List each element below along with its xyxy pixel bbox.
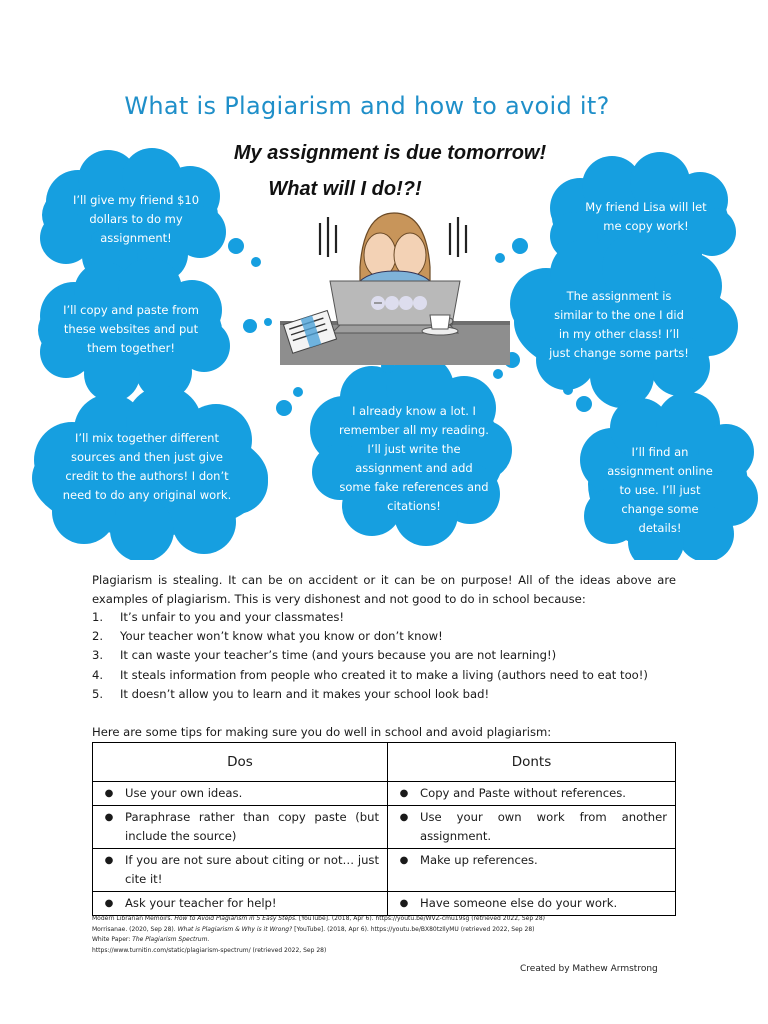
list-item: 3. It can waste your teacher’s time (and yours because you are not learning!)	[92, 648, 557, 663]
intro-paragraph: Plagiarism is stealing. It can be on accident or it can be on purpose! All of the ideas above are examples of plagiarism. This is very dishonest and not good to do in school because:	[92, 573, 676, 606]
reference-3: White Paper: The Plagiarism Spectrum.	[92, 936, 210, 943]
bullet-icon: ●	[399, 812, 409, 823]
list-item: 4. It steals information from people who created it to make a living (authors need to eat too!)	[92, 667, 648, 682]
list-item: 1. It’s unfair to you and your classmates!	[92, 610, 345, 624]
camera-icon	[413, 296, 427, 310]
bullet-icon: ●	[399, 788, 409, 799]
table-row: ● Ask your teacher for help! ● Have someone else do your work.	[93, 892, 676, 916]
bullet-icon: ●	[399, 855, 409, 866]
reference-2: Morrisanae. (2020, Sep 28). What is Plagiarism & Why is it Wrong? [YouTube]. (2018, Apr 6). https://youtu.be/BX80tzIlyMU (retrieved 2022, Sep 28)	[92, 925, 535, 933]
bullet-icon: ●	[399, 898, 409, 909]
bullet-icon: ●	[104, 855, 114, 866]
bubble-text-3: I’ll mix together different sources and then just give credit to the authors! I don’t need to do any original work.	[62, 431, 232, 502]
table-row: ● If you are not sure about citing or not… just cite it! ● Make up references.	[93, 849, 676, 892]
reference-1: Modern Librarian Memoirs. How to Avoid Plagiarism in 5 Easy Steps. [YouTube]. (2018, Apr 6). https://youtu.be/WVZ-cmu19sg (retrieved 2022, Sep 28)	[92, 915, 546, 922]
reference-4: https://www.turnitin.com/static/plagiarism-spectrum/ (retrieved 2022, Sep 28)	[92, 946, 327, 954]
bubble-text-2: I’ll copy and paste from these websites and put them together!	[63, 303, 199, 355]
subtitle-what-will-i-do: What will I do!?!	[268, 178, 422, 200]
dos-header: Dos	[93, 743, 388, 782]
author-credit: Created by Mathew Armstrong	[520, 964, 658, 974]
bullet-icon: ●	[104, 812, 114, 823]
bubble-text-7: I’ll find an assignment online to use. I’ll just change some details!	[607, 445, 713, 535]
references	[92, 914, 652, 956]
list-item: 5. It doesn’t allow you to learn and it makes your school look bad!	[92, 686, 490, 701]
bird-icon	[385, 296, 399, 310]
bubble-text-1: I’ll give my friend $10 dollars to do my assignment!	[72, 193, 200, 245]
donts-header: Donts	[388, 743, 676, 782]
page-title: What is Plagiarism and how to avoid it?	[124, 92, 610, 120]
reasons-list	[92, 608, 648, 704]
tips-intro: Here are some tips for making sure you do well in school and avoid plagiarism:	[92, 725, 552, 739]
bubble-text-4: I already know a lot. I remember all my reading. I’ll just write the assignment and add some fake references and citations!	[339, 404, 489, 513]
table-row: ● Use your own ideas. ● Copy and Paste without references.	[93, 782, 676, 806]
bubble-text-5: My friend Lisa will let me copy work!	[585, 200, 707, 233]
bubble-text-6: The assignment is similar to the one I did in my other class! I’ll just change some parts!	[549, 289, 689, 360]
stressed-student-illustration	[280, 205, 510, 365]
bullet-icon: ●	[104, 898, 114, 909]
dos-donts-table	[92, 742, 676, 916]
bullet-icon: ●	[104, 788, 114, 799]
table-row: ● Paraphrase rather than copy paste (but include the source) ● Use your own work from another assignment.	[93, 806, 676, 849]
list-item: 2. Your teacher won’t know what you know or don’t know!	[92, 629, 443, 644]
f-icon	[399, 296, 413, 310]
subtitle-due-tomorrow: My assignment is due tomorrow!	[233, 142, 547, 164]
